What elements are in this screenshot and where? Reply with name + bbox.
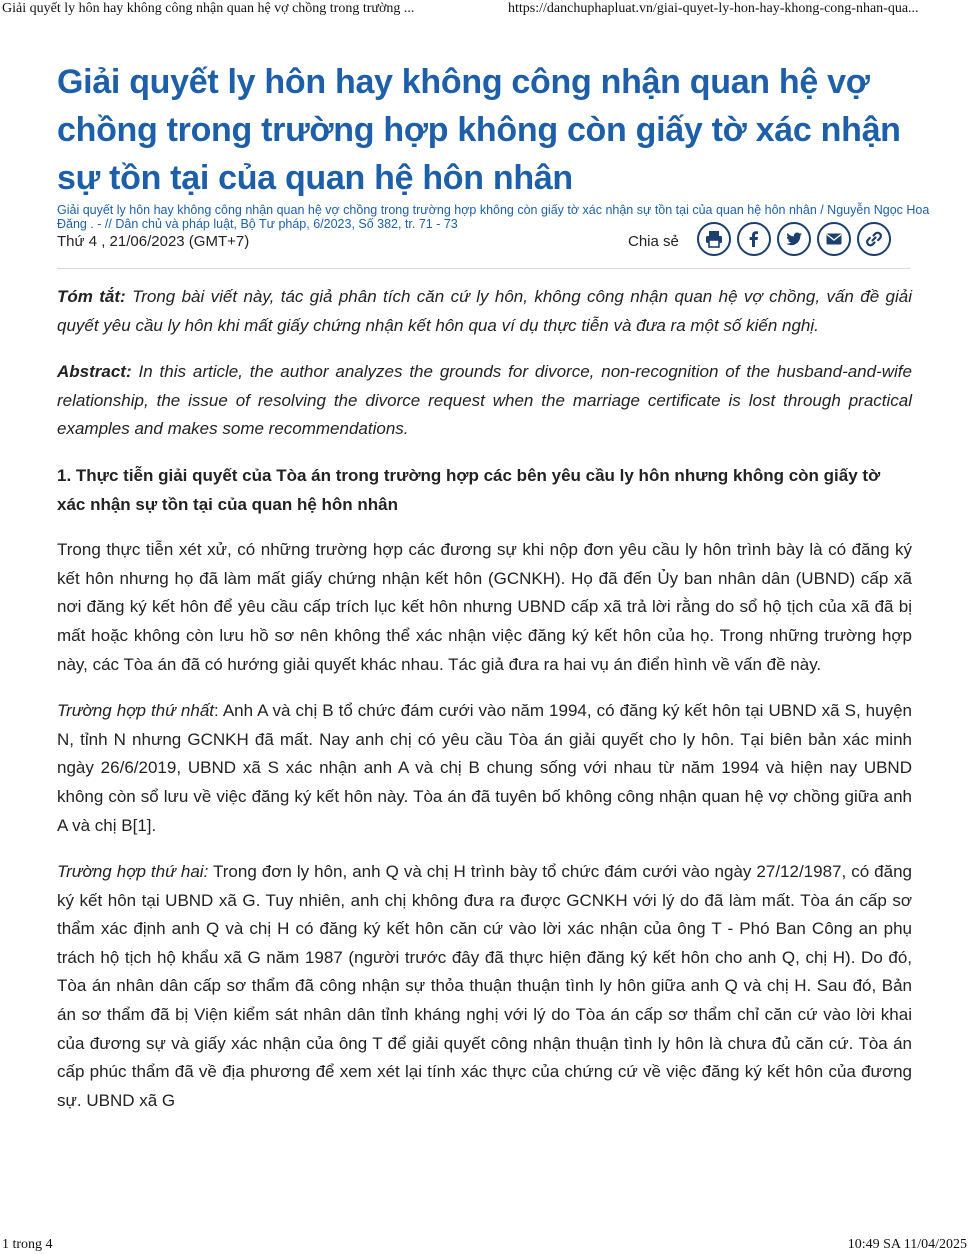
body-paragraph: Trong thực tiễn xét xử, có những trường hợp các đương sự khi nộp đơn yêu cầu ly hôn trình bày là có đăng ký kết hôn nhưng họ đã làm mất giấy chứng nhận kết hôn (GCNKH). Họ đã đến Ủy ban nhân dân (UBND) cấp xã nơi đăng ký kết hôn để yêu cầu cấp trích lục kết hôn nhưng UBND cấp xã trả lời rằng do sổ hộ tịch của xã đã bị mất hoặc không còn lưu hồ sơ nên không thể xác nhận việc đăng ký kết hôn của họ. Trong những trường hợp này, các Tòa án đã có hướng giải quyết khác nhau. Tác giả đưa ra hai vụ án điển hình về vấn đề này. bbox=[57, 540, 912, 674]
print-footer-timestamp: 10:49 SA 11/04/2025 bbox=[847, 1237, 967, 1252]
print-footer-page-indicator: 1 trong 4 bbox=[2, 1237, 53, 1252]
publish-date: Thứ 4 , 21/06/2023 (GMT+7) bbox=[57, 233, 250, 250]
case-one-paragraph bbox=[57, 697, 912, 840]
article-title: Giải quyết ly hôn hay không công nhận quan hệ vợ chồng trong trường hợp không còn giấy tờ xác nhận sự tồn tại của quan hệ hôn nhân bbox=[57, 63, 901, 197]
abstract-paragraph bbox=[57, 358, 912, 444]
share-toolbar bbox=[697, 222, 897, 256]
article-body bbox=[57, 283, 912, 1133]
print-icon[interactable] bbox=[697, 222, 731, 256]
facebook-icon[interactable] bbox=[737, 222, 771, 256]
twitter-icon[interactable] bbox=[777, 222, 811, 256]
share-label: Chia sẻ bbox=[628, 233, 679, 250]
case-one-label: Trường hợp thứ nhất bbox=[57, 701, 215, 721]
case-two-paragraph bbox=[57, 858, 912, 1115]
case-two-text: Trong đơn ly hôn, anh Q và chị H trình bày tổ chức đám cưới vào ngày 27/12/1987, có đăng ký kết hôn tại UBND xã G. Tuy nhiên, anh chị không đưa ra được GCNKH với lý do đã làm mất. Tòa án cấp sơ thẩm xác định anh Q và chị H có đăng ký kết hôn căn cứ vào lời xác nhận của ông T - Phó Ban Công an phụ trách hộ tịch hộ khẩu xã G năm 1987 (người trước đây đã thực hiện đăng ký kết hôn cho anh Q, chị H). Do đó, Tòa án nhân dân cấp sơ thẩm đã công nhận sự thỏa thuận thuận tình ly hôn giữa anh Q và chị H. Sau đó, Bản án sơ thẩm đã bị Viện kiểm sát nhân dân tỉnh kháng nghị với lý do Tòa án cấp sơ thẩm chỉ căn cứ vào lời khai của đương sự và giấy xác nhận của ông T để giải quyết công nhận thuận tình ly hôn là chưa đủ căn cứ. Tòa án cấp phúc thẩm đã về địa phương để xem xét lại tính xác thực của chứng cứ về việc đăng ký kết hôn của đương sự. UBND xã G bbox=[57, 862, 912, 1110]
header-divider bbox=[57, 268, 910, 269]
abstract-label: Abstract: bbox=[57, 362, 132, 382]
article-citation-link[interactable]: Giải quyết ly hôn hay không công nhận quan hệ vợ chồng trong trường hợp không còn giấy tờ xác nhận sự tồn tại của quan hệ hôn nhân / Nguyễn Ngọc Hoa Đăng . - // Dân chủ và pháp luật, Bộ Tư pháp, 6/2023, Số 382, tr. 71 - 73 bbox=[57, 203, 930, 231]
print-header-url: https://danchuphapluat.vn/giai-quyet-ly-hon-hay-khong-cong-nhan-qua... bbox=[508, 1, 919, 16]
section-heading: 1. Thực tiễn giải quyết của Tòa án trong trường hợp các bên yêu cầu ly hôn nhưng không còn giấy tờ xác nhận sự tồn tại của quan hệ hôn nhân bbox=[57, 465, 881, 514]
abstract-text: In this article, the author analyzes the grounds for divorce, non-recognition of the husband-and-wife relationship, the issue of resolving the divorce request when the marriage certificate is lost through practical examples and makes some recommendations. bbox=[57, 362, 912, 439]
email-icon[interactable] bbox=[817, 222, 851, 256]
summary-label: Tóm tắt: bbox=[57, 287, 126, 306]
case-two-label: Trường hợp thứ hai: bbox=[57, 862, 209, 882]
summary-text: Trong bài viết này, tác giả phân tích căn cứ ly hôn, không công nhận quan hệ vợ chồng, vấn đề giải quyết yêu cầu ly hôn khi mất giấy chứng nhận kết hôn qua ví dụ thực tiễn và đưa ra một số kiến nghị. bbox=[57, 287, 913, 335]
summary-paragraph bbox=[57, 283, 912, 340]
print-header-page-title: Giải quyết ly hôn hay không công nhận quan hệ vợ chồng trong trường ... bbox=[2, 1, 415, 16]
link-icon[interactable] bbox=[857, 222, 891, 256]
case-one-text: : Anh A và chị B tổ chức đám cưới vào năm 1994, có đăng ký kết hôn tại UBND xã S, huyện N, tỉnh N nhưng GCNKH đã mất. Nay anh chị có yêu cầu Tòa án giải quyết cho ly hôn. Tại biên bản xác minh ngày 26/6/2019, UBND xã S xác nhận anh A và chị B chung sống với nhau từ năm 1994 và hiện nay UBND không còn sổ lưu về việc đăng ký kết hôn này. Tòa án đã tuyên bố không công nhận quan hệ vợ chồng giữa anh A và chị B[1]. bbox=[57, 701, 912, 835]
